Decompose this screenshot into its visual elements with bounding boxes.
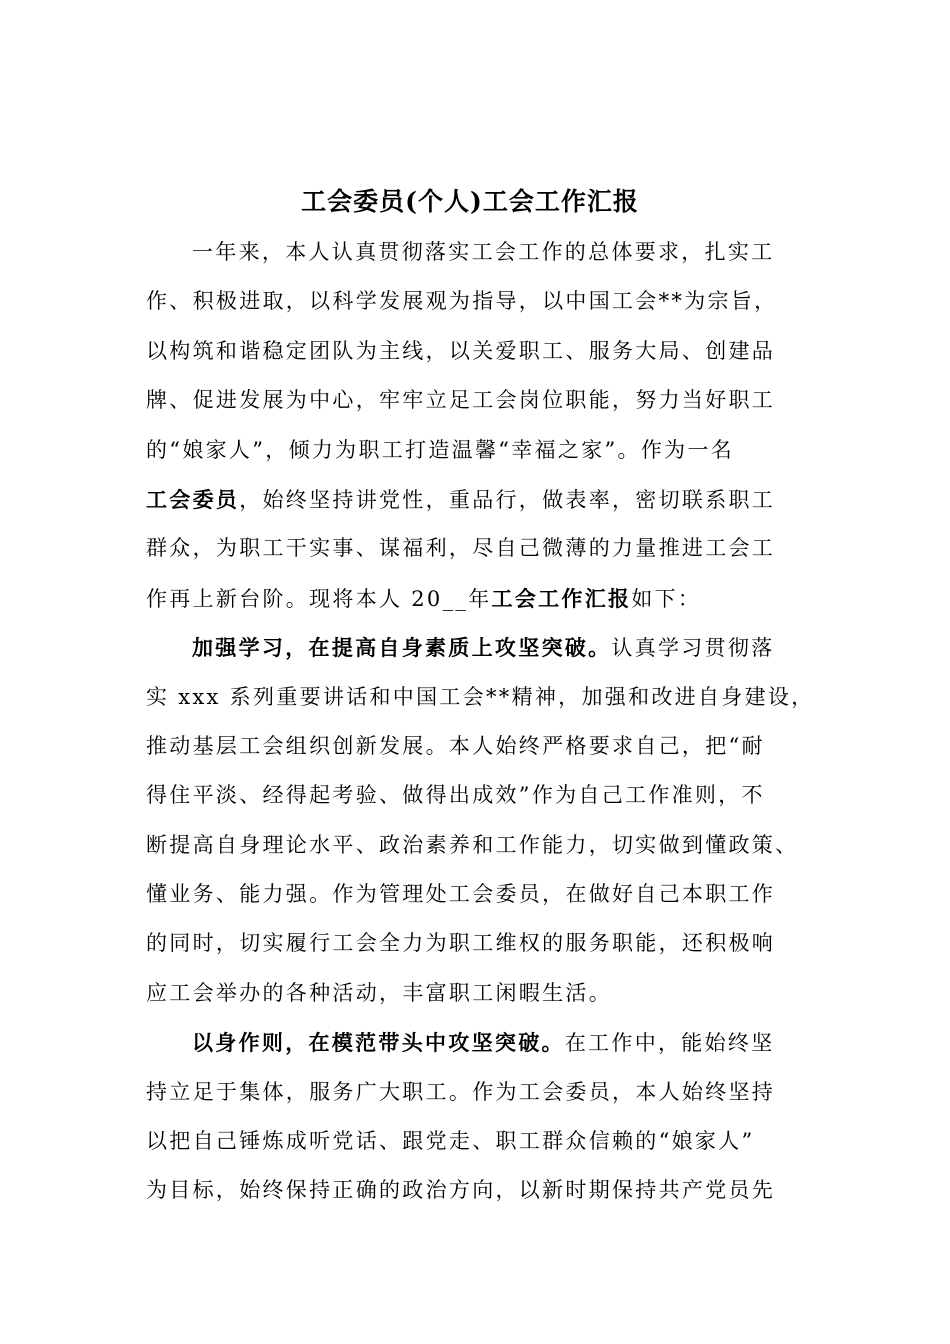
paragraph-intro [146,228,810,623]
text-line: 持立足于集体，服务广大职工。作为工会委员，本人始终坚持 [146,1079,776,1104]
page-title: 工会委员(个人)工会工作汇报 [301,187,639,216]
text-line [146,623,810,672]
section-heading: 以身作则，在模范带头中攻坚突破。 [192,1030,565,1056]
text-line: 以构筑和谐稳定团队为主线，以关爱职工、服务大局、创建品 [146,338,776,363]
text-line: 得住平淡、经得起考验、做得出成效”作为自己工作准则，不 [146,783,765,808]
text-line: 以把自己锤炼成听党话、跟党走、职工群众信赖的“娘家人” [146,1129,755,1154]
text-line [146,475,810,524]
paragraph-example [146,1018,810,1216]
text-line: 实 xxx 系列重要讲话和中国工会**精神，加强和改进自身建设， [146,684,815,709]
text-line: 为目标，始终保持正确的政治方向，以新时期保持共产党员先 [146,1178,776,1203]
text-line: 断提高自身理论水平、政治素养和工作能力，切实做到懂政策、 [146,832,799,857]
text-segment: 作再上新台阶。现将本人 20__年 [146,586,492,611]
bold-term: 工会委员 [146,486,240,512]
text-line: 群众，为职工干实事、谋福利，尽自己微薄的力量推进工会工 [146,536,776,561]
text-line: 的同时，切实履行工会全力为职工维权的服务职能，还积极响 [146,931,776,956]
text-segment: ，始终坚持讲党性，重品行，做表率，密切联系职工 [239,487,776,512]
text-segment: 如下： [631,586,702,611]
text-line: 作、积极进取，以科学发展观为指导，以中国工会**为宗旨， [146,289,778,314]
text-segment: 认真学习贯彻落 [611,636,775,661]
text-line: 一年来，本人认真贯彻落实工会工作的总体要求，扎实工 [192,240,775,264]
text-line [146,574,810,623]
section-heading: 加强学习，在提高自身素质上攻坚突破。 [192,635,612,661]
text-line [146,1018,810,1067]
text-line: 懂业务、能力强。作为管理处工会委员，在做好自己本职工作 [146,882,776,907]
bold-term: 工会工作汇报 [491,585,632,611]
text-segment: 在工作中，能始终坚 [564,1031,775,1056]
text-line: 推动基层工会组织创新发展。本人始终严格要求自己，把“耐 [146,733,765,758]
text-line: 应工会举办的各种活动，丰富职工闲暇生活。 [146,980,612,1005]
text-line: 牌、促进发展为中心，牢牢立足工会岗位职能，努力当好职工 [146,388,776,413]
paragraph-study [146,623,815,1018]
text-line: 的“娘家人”，倾力为职工打造温馨“幸福之家”。作为一名 [146,437,735,462]
document-page [146,176,815,1216]
